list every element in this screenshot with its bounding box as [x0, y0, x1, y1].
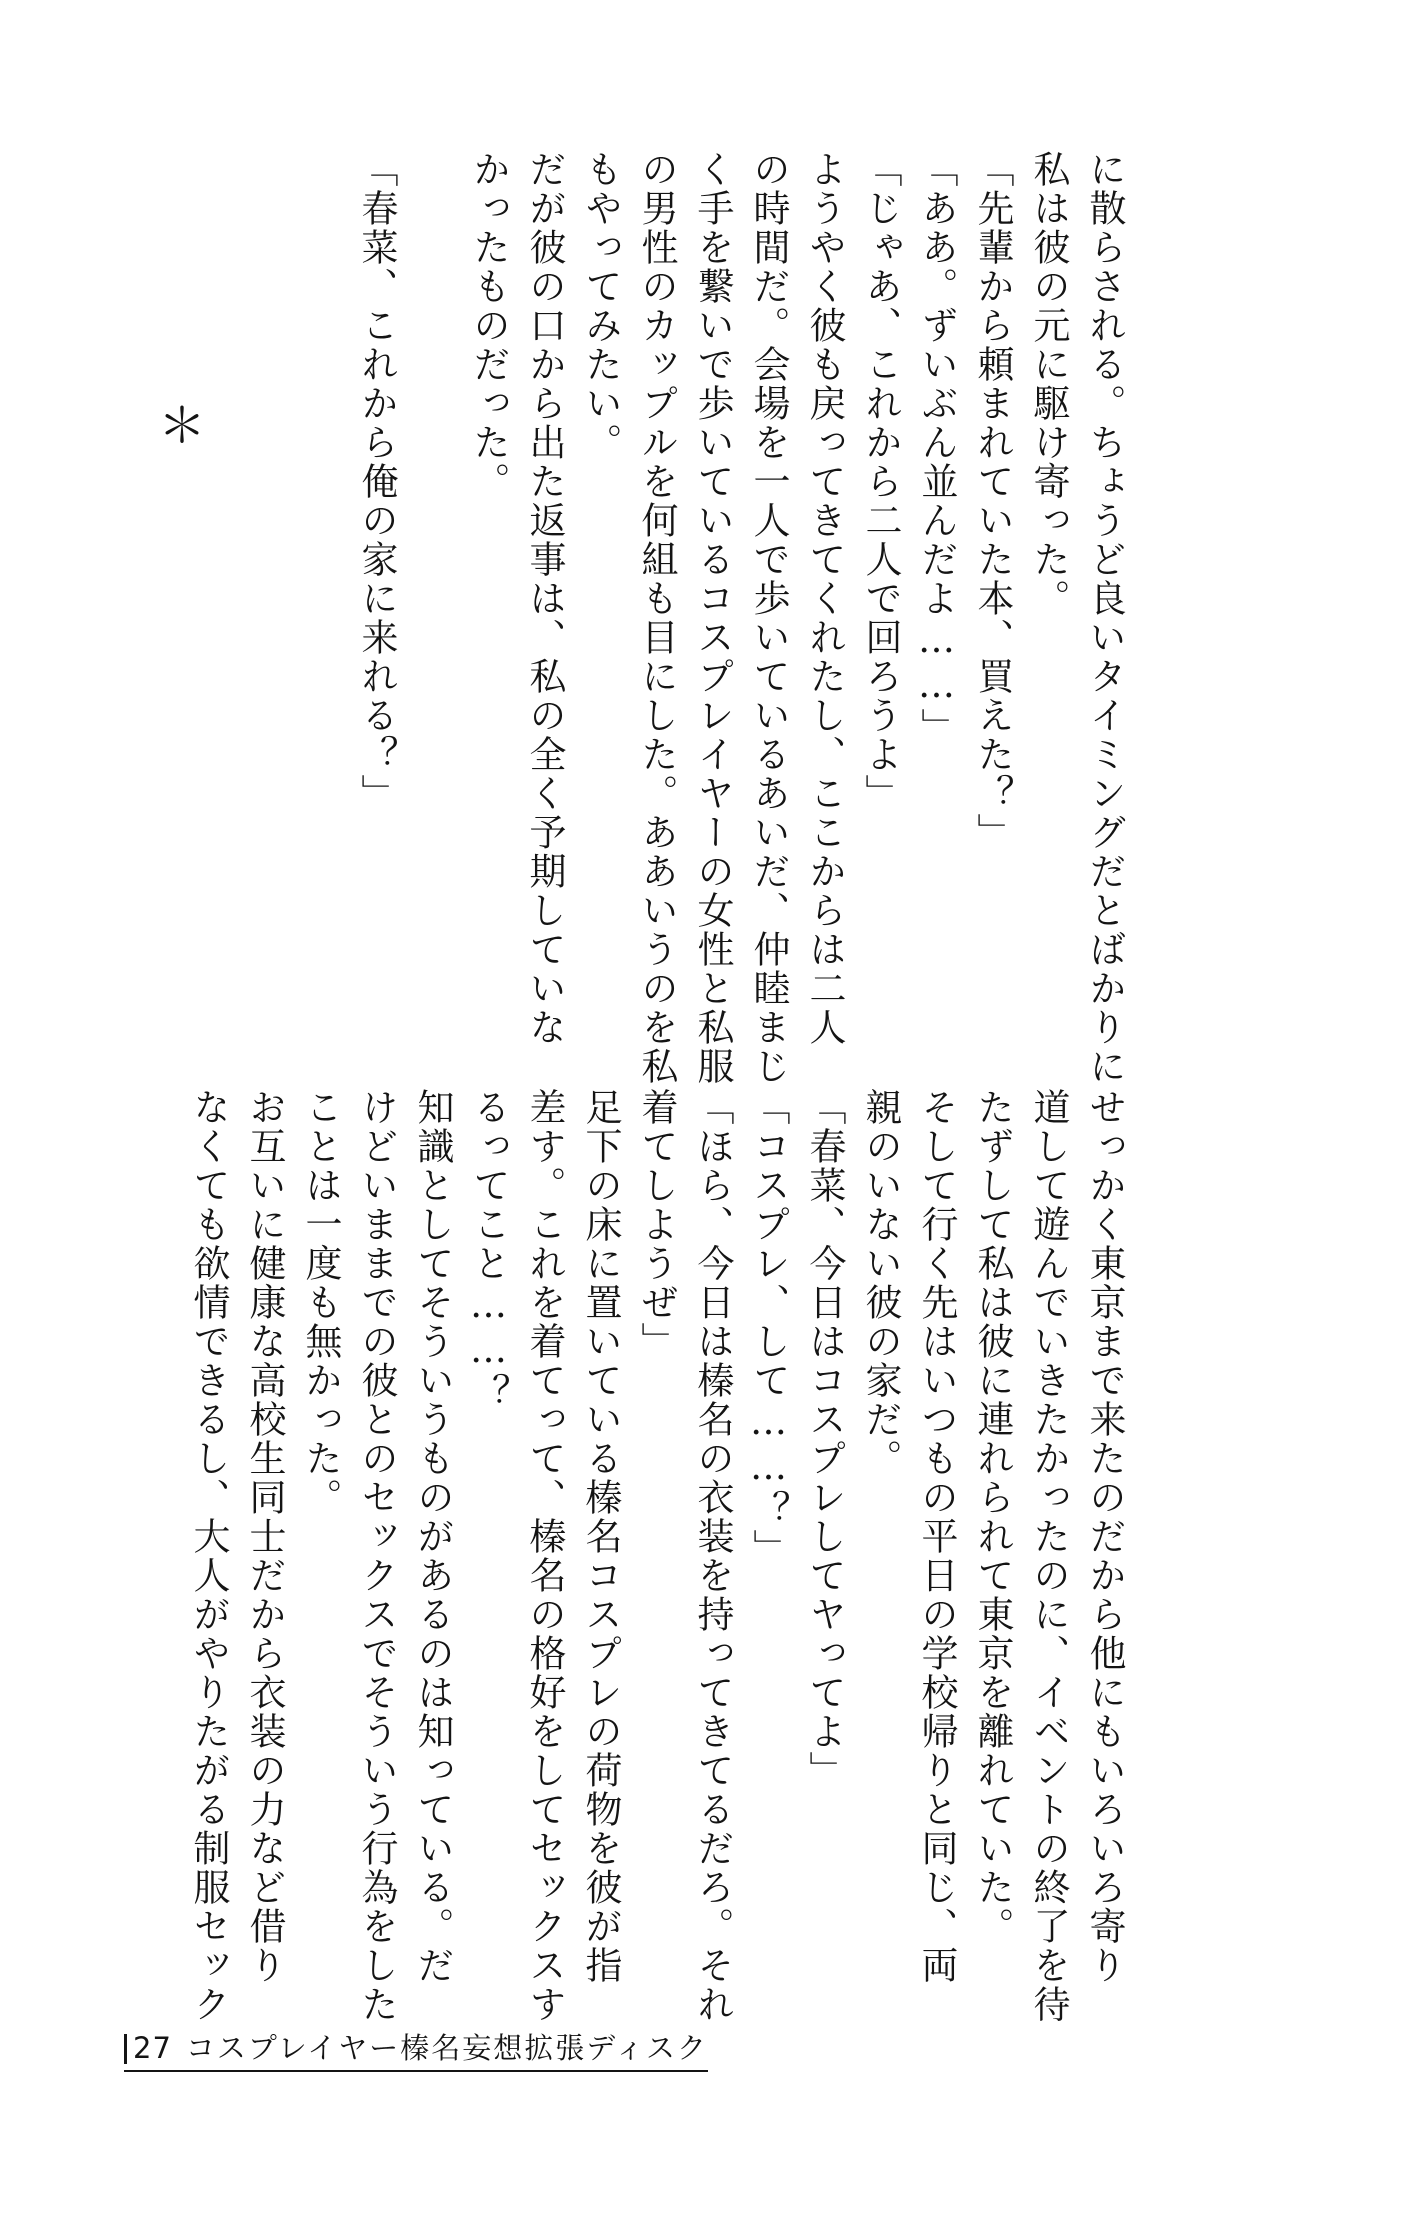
text-line: せっかく東京まで来たのだから他にもいろいろ寄り	[1083, 1088, 1126, 1985]
text-line: の男性のカップルを何組も目にした。ああいうのを私	[635, 150, 678, 1086]
text-line: るってこと……？	[467, 1088, 510, 1412]
text-line: かったものだった。	[467, 150, 510, 501]
text-line: 「春菜、これから俺の家に来れる？」	[355, 150, 398, 813]
text-line: 「コスプレ、して……？」	[747, 1088, 790, 1568]
text-line: に散らされる。ちょうど良いタイミングだとばかりに	[1083, 150, 1126, 1086]
text-line: 「ああ。ずいぶん並んだよ……」	[915, 150, 958, 747]
text-line: ようやく彼も戻ってきてくれたし、ここからは二人	[803, 150, 846, 1047]
text-line: 知識としてそういうものがあるのは知っている。だ	[411, 1088, 454, 1985]
text-line: 道して遊んでいきたかったのに、イベントの終了を待	[1027, 1088, 1070, 2024]
upper-text-block	[348, 150, 1132, 1086]
blank-line	[404, 150, 460, 1010]
text-line: たずして私は彼に連れられて東京を離れていた。	[971, 1088, 1014, 1946]
scene-separator-asterisk: ＊	[158, 398, 207, 454]
text-line: 着てしようぜ」	[635, 1088, 678, 1361]
text-line: 「春菜、今日はコスプレしてヤってよ」	[803, 1088, 846, 1790]
text-line: お互いに健康な高校生同士だから衣装の力など借り	[243, 1088, 286, 1985]
text-line: なくても欲情できるし、大人がやりたがる制服セック	[187, 1088, 230, 2024]
text-line: 「じゃあ、これから二人で回ろうよ」	[859, 150, 902, 813]
text-line: 足下の床に置いている榛名コスプレの荷物を彼が指	[579, 1088, 622, 1985]
footer-rule-mark	[124, 2034, 127, 2064]
text-line: 親のいない彼の家だ。	[859, 1088, 902, 1478]
text-line: ことは一度も無かった。	[299, 1088, 342, 1517]
lower-text-block	[180, 1088, 1132, 2024]
page-number: 27	[133, 2031, 172, 2065]
text-line: 私は彼の元に駆け寄った。	[1027, 150, 1070, 618]
text-line: 「ほら、今日は榛名の衣装を持ってきてるだろ。それ	[691, 1088, 734, 2024]
text-line: もやってみたい。	[579, 150, 622, 462]
text-line: の時間だ。会場を一人で歩いているあいだ、仲睦まじ	[747, 150, 790, 1086]
text-line: く手を繋いで歩いているコスプレイヤーの女性と私服	[691, 150, 734, 1086]
text-line: 差す。これを着てって、榛名の格好をしてセックスす	[523, 1088, 566, 2024]
text-line: 「先輩から頼まれていた本、買えた？」	[971, 150, 1014, 852]
text-line: そして行く先はいつもの平日の学校帰りと同じ、両	[915, 1088, 958, 1985]
text-line: けどいままでの彼とのセックスでそういう行為をした	[355, 1088, 398, 2024]
page-footer	[124, 2024, 708, 2072]
book-title: コスプレイヤー榛名妄想拡張ディスク	[185, 2031, 708, 2065]
text-line: だが彼の口から出た返事は、私の全く予期していな	[523, 150, 566, 1047]
